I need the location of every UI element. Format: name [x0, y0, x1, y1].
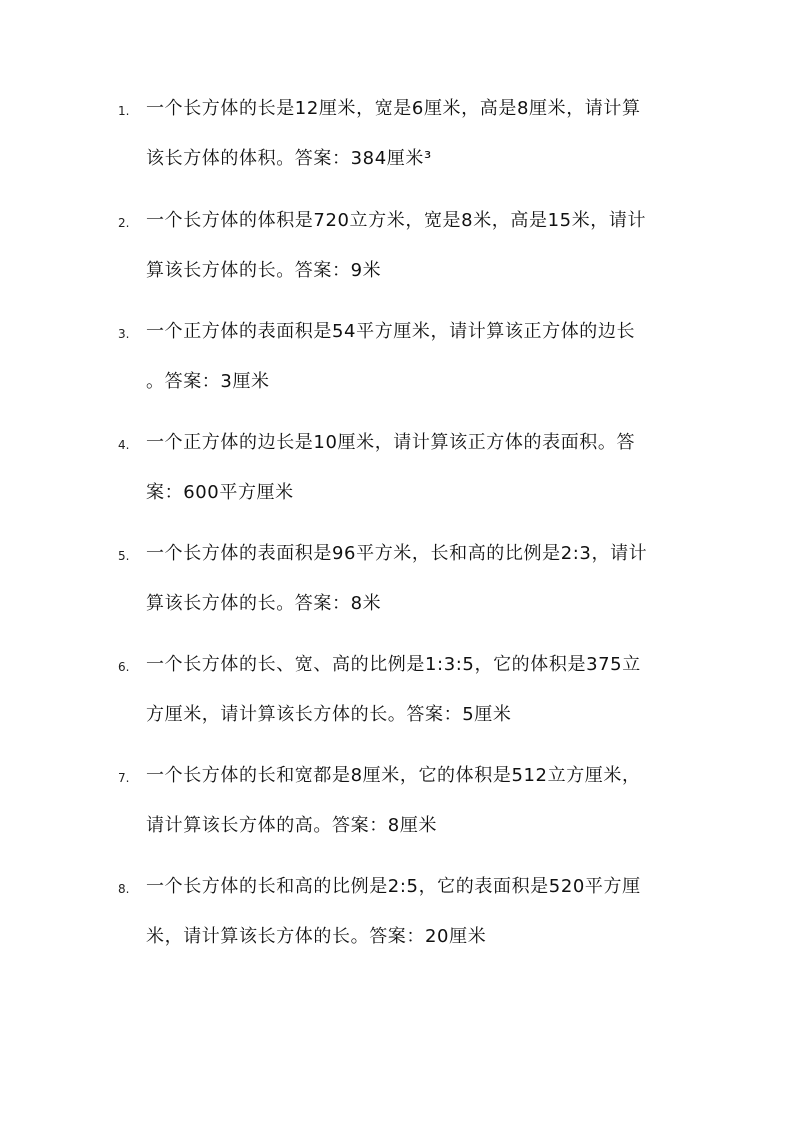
question-number: 7. — [118, 771, 130, 785]
question-number: 2. — [118, 216, 130, 230]
question-text-line-2: 案：600平方厘米 — [146, 482, 294, 503]
question-text-line-1: 一个正方体的表面积是54平方厘米，请计算该正方体的边长 — [146, 321, 636, 342]
question-number: 5. — [118, 549, 130, 563]
question-number: 8. — [118, 882, 130, 896]
question-text-line-2: 方厘米，请计算该长方体的长。答案：5厘米 — [146, 704, 512, 725]
question-text-line-2: 算该长方体的长。答案：9米 — [146, 260, 382, 281]
question-text-line-2: 该长方体的体积。答案：384厘米³ — [146, 148, 432, 169]
question-number: 1. — [118, 104, 130, 118]
question-number: 3. — [118, 327, 130, 341]
question-text-line-2: 米，请计算该长方体的长。答案：20厘米 — [146, 926, 487, 947]
question-text-line-1: 一个长方体的长是12厘米，宽是6厘米，高是8厘米，请计算 — [146, 98, 641, 119]
question-text-line-2: 请计算该长方体的高。答案：8厘米 — [146, 815, 438, 836]
question-number: 6. — [118, 660, 130, 674]
question-text-line-1: 一个长方体的体积是720立方米，宽是8米，高是15米，请计 — [146, 210, 647, 231]
question-text-line-1: 一个长方体的表面积是96平方米，长和高的比例是2:3，请计 — [146, 543, 648, 564]
question-text-line-1: 一个长方体的长和宽都是8厘米，它的体积是512立方厘米， — [146, 765, 641, 786]
question-text-line-1: 一个长方体的长和高的比例是2:5，它的表面积是520平方厘 — [146, 876, 641, 897]
question-number: 4. — [118, 438, 130, 452]
question-text-line-2: 。答案：3厘米 — [146, 371, 270, 392]
question-text-line-2: 算该长方体的长。答案：8米 — [146, 593, 382, 614]
question-text-line-1: 一个长方体的长、宽、高的比例是1:3:5，它的体积是375立 — [146, 654, 641, 675]
question-text-line-1: 一个正方体的边长是10厘米，请计算该正方体的表面积。答 — [146, 432, 636, 453]
